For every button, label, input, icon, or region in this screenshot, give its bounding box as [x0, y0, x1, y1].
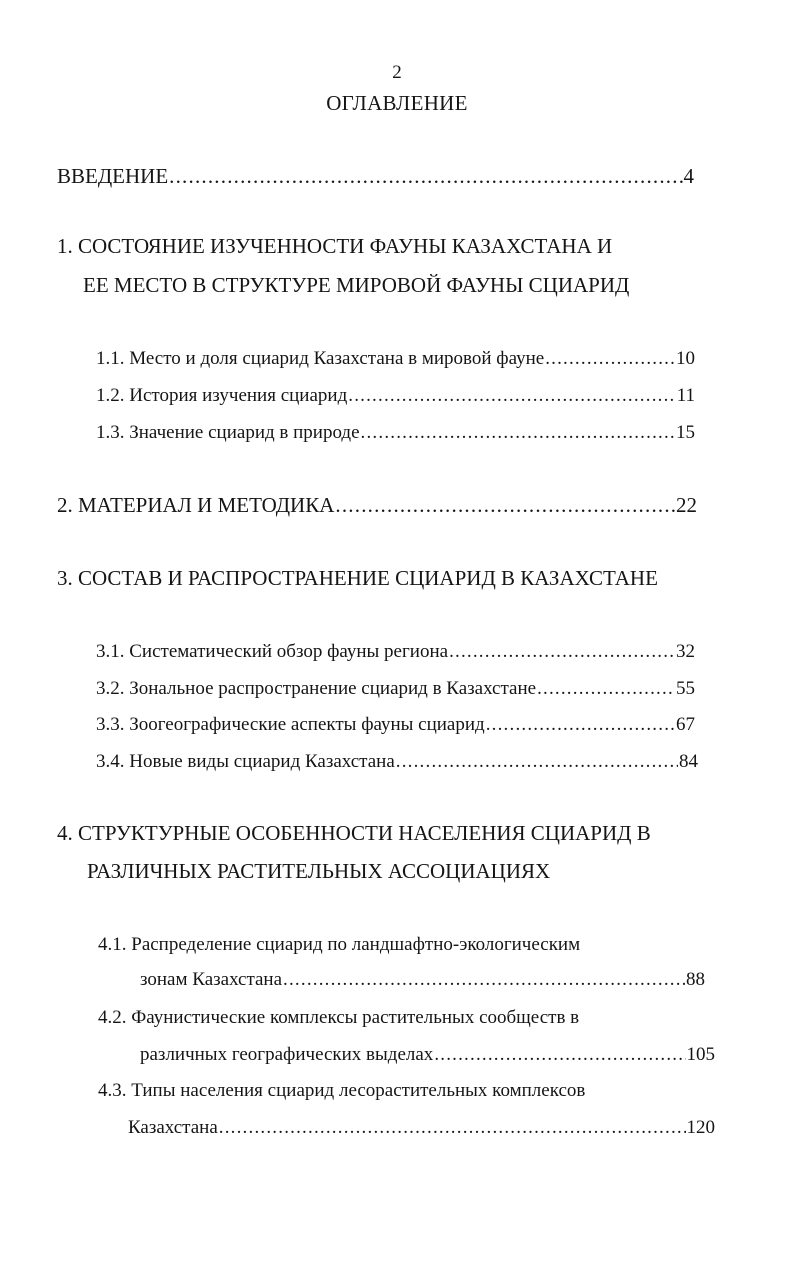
toc-entry-1-1 [96, 349, 695, 368]
toc-entry-4-2-line1: 4.2. Фаунистические комплексы растительных сообществ в [98, 1007, 580, 1028]
toc-entry-text: ВВЕДЕНИЕ [57, 164, 169, 188]
toc-entry-3-3 [96, 715, 695, 734]
chapter-4-heading-line2: РАЗЛИЧНЫХ РАСТИТЕЛЬНЫХ АССОЦИАЦИЯХ [87, 859, 551, 883]
toc-entry-text: 3.3. Зоогеографические аспекты фауны сциарид [96, 714, 485, 735]
toc-entry-text: 1.3. Значение сциарид в природе [96, 422, 360, 443]
dot-leader [169, 166, 682, 187]
toc-entry-text: зонам Казахстана [140, 969, 283, 990]
toc-entry-text: Казахстана [128, 1117, 218, 1138]
toc-entry-3-2 [96, 679, 695, 698]
toc-entry-page: 84 [679, 751, 698, 772]
dot-leader [361, 423, 675, 442]
toc-entry-page: 22 [676, 493, 697, 517]
toc-entry-3-4 [96, 752, 698, 771]
chapter-4-heading-line1: 4. СТРУКТУРНЫЕ ОСОБЕННОСТИ НАСЕЛЕНИЯ СЦИАРИД В [57, 821, 651, 845]
toc-entry-3-1 [96, 642, 695, 661]
dot-leader [335, 495, 675, 516]
toc-entry-page: 55 [676, 678, 695, 699]
toc-entry-page: 120 [686, 1117, 715, 1138]
toc-entry-text: 1.2. История изучения сциарид [96, 385, 348, 406]
dot-leader [545, 349, 675, 368]
toc-entry-4-3 [128, 1118, 715, 1137]
toc-entry-1-3 [96, 423, 695, 442]
toc-entry-4-1 [140, 970, 705, 989]
dot-leader [449, 642, 675, 661]
toc-entry-text: различных географических выделах [140, 1044, 434, 1065]
chapter-1-heading-line1: 1. СОСТОЯНИЕ ИЗУЧЕННОСТИ ФАУНЫ КАЗАХСТАНА И [57, 234, 613, 258]
dot-leader [537, 679, 675, 698]
toc-entry-text: 1.1. Место и доля сциарид Казахстана в мировой фауне [96, 348, 545, 369]
toc-entry-text: 3.1. Систематический обзор фауны региона [96, 641, 449, 662]
toc-entry-page: 67 [676, 714, 695, 735]
toc-entry-4-3-line1: 4.3. Типы населения сциарид лесорастительных комплексов [98, 1080, 586, 1101]
dot-leader [283, 970, 685, 989]
toc-entry-page: 11 [676, 385, 695, 406]
toc-entry-page: 105 [686, 1044, 715, 1065]
toc-entry-4-2 [140, 1045, 715, 1064]
toc-entry-chapter-2 [57, 495, 697, 516]
page-number: 2 [392, 62, 402, 83]
dot-leader [348, 386, 675, 405]
toc-entry-1-2 [96, 386, 695, 405]
toc-entry-page: 32 [676, 641, 695, 662]
chapter-1-heading-line2: ЕЕ МЕСТО В СТРУКТУРЕ МИРОВОЙ ФАУНЫ СЦИАРИД [83, 273, 630, 297]
dot-leader [434, 1045, 685, 1064]
toc-entry-page: 88 [686, 969, 705, 990]
toc-entry-page: 4 [683, 164, 694, 188]
toc-entry-text: 3.2. Зональное распространение сциарид в Казахстане [96, 678, 537, 699]
dot-leader [396, 752, 678, 771]
toc-entry-page: 15 [676, 422, 695, 443]
toc-entry-intro [57, 166, 694, 187]
chapter-3-heading: 3. СОСТАВ И РАСПРОСТРАНЕНИЕ СЦИАРИД В КАЗАХСТАНЕ [57, 566, 658, 590]
toc-entry-page: 10 [676, 348, 695, 369]
dot-leader [486, 715, 675, 734]
toc-entry-text: 2. МАТЕРИАЛ И МЕТОДИКА [57, 493, 335, 517]
dot-leader [219, 1118, 686, 1137]
page-title: ОГЛАВЛЕНИЕ [326, 91, 468, 115]
toc-entry-4-1-line1: 4.1. Распределение сциарид по ландшафтно-экологическим [98, 934, 581, 955]
toc-entry-text: 3.4. Новые виды сциарид Казахстана [96, 751, 395, 772]
